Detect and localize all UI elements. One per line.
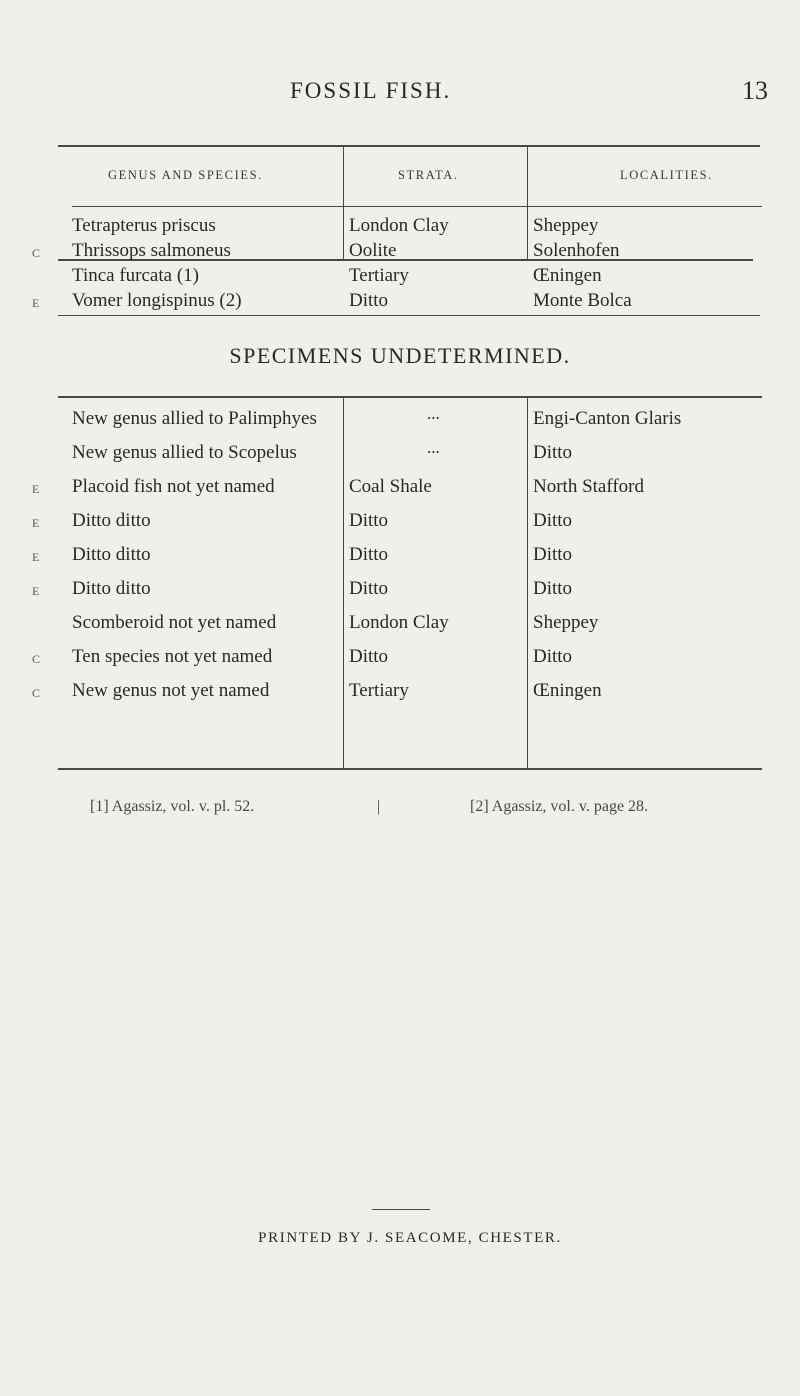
genus-cell: Ditto ditto	[72, 510, 151, 531]
footnote-1: [1] Agassiz, vol. v. pl. 52.	[90, 798, 255, 815]
genus-cell: Vomer longispinus (2)	[72, 290, 242, 311]
section-title: SPECIMENS UNDETERMINED.	[229, 343, 571, 368]
genus-cell: Ditto ditto	[72, 578, 151, 599]
genus-cell: Tinca furcata (1)	[72, 265, 199, 286]
locality-cell: Œningen	[533, 680, 602, 701]
row-marker: E	[32, 550, 40, 564]
footnote-2: [2] Agassiz, vol. v. page 28.	[470, 798, 649, 815]
genus-cell: New genus allied to Scopelus	[72, 442, 297, 463]
strata-cell: Ditto	[349, 290, 389, 311]
row-marker: C	[32, 652, 41, 666]
strata-cell: Ditto	[349, 510, 389, 531]
strata-cell: ...	[427, 404, 440, 423]
row-marker: C	[32, 686, 41, 700]
strata-cell: Ditto	[349, 646, 389, 667]
locality-cell: Sheppey	[533, 612, 599, 633]
genus-cell: New genus not yet named	[72, 680, 270, 701]
locality-cell: North Stafford	[533, 476, 644, 497]
table1-col-genus: GENUS AND SPECIES.	[108, 168, 263, 182]
strata-cell: Coal Shale	[349, 476, 432, 497]
genus-cell: Ditto ditto	[72, 544, 151, 565]
strata-cell: ...	[427, 438, 440, 457]
strata-cell: Tertiary	[349, 265, 409, 286]
row-marker: E	[32, 516, 40, 530]
imprint-rule	[372, 1209, 430, 1210]
locality-cell: Ditto	[533, 510, 573, 531]
table1-column-divider-1	[343, 146, 344, 260]
locality-cell: Ditto	[533, 646, 573, 667]
table1-top-rule	[58, 145, 760, 147]
row-marker: E	[32, 584, 40, 598]
strata-cell: London Clay	[349, 612, 449, 633]
locality-cell: Engi-Canton Glaris	[533, 408, 682, 429]
locality-cell: Monte Bolca	[533, 290, 632, 311]
locality-cell: Solenhofen	[533, 240, 620, 261]
strata-cell: Oolite	[349, 240, 397, 261]
genus-cell: Scomberoid not yet named	[72, 612, 277, 633]
table2-column-divider-1	[343, 397, 344, 769]
locality-cell: Ditto	[533, 544, 573, 565]
genus-cell: Thrissops salmoneus	[72, 240, 231, 261]
genus-cell: Ten species not yet named	[72, 646, 273, 667]
genus-cell: New genus allied to Palimphyes	[72, 408, 317, 429]
row-marker: E	[32, 482, 40, 496]
strata-cell: London Clay	[349, 215, 449, 236]
row-marker: C	[32, 246, 41, 260]
running-title: FOSSIL FISH.	[290, 78, 452, 103]
locality-cell: Œningen	[533, 265, 602, 286]
table2-column-divider-2	[527, 397, 528, 769]
page-number: 13	[742, 76, 768, 105]
table1-col-strata: STRATA.	[398, 168, 459, 182]
table2-top-rule	[58, 396, 762, 398]
strata-cell: Ditto	[349, 544, 389, 565]
table1-closing-rule	[58, 315, 760, 316]
locality-cell: Ditto	[533, 578, 573, 599]
locality-cell: Sheppey	[533, 215, 599, 236]
footnote-separator: |	[377, 798, 381, 815]
table2-bottom-rule	[58, 768, 762, 770]
running-head	[0, 70, 800, 110]
strata-cell: Ditto	[349, 578, 389, 599]
locality-cell: Ditto	[533, 442, 573, 463]
table1-column-divider-2	[527, 146, 528, 260]
strata-cell: Tertiary	[349, 680, 409, 701]
genus-cell: Tetrapterus priscus	[72, 215, 216, 236]
printer-imprint: PRINTED BY J. SEACOME, CHESTER.	[258, 1230, 562, 1246]
table1-col-localities: LOCALITIES.	[620, 168, 713, 182]
row-marker: E	[32, 296, 40, 310]
table1-header-rule	[72, 206, 762, 207]
genus-cell: Placoid fish not yet named	[72, 476, 275, 497]
